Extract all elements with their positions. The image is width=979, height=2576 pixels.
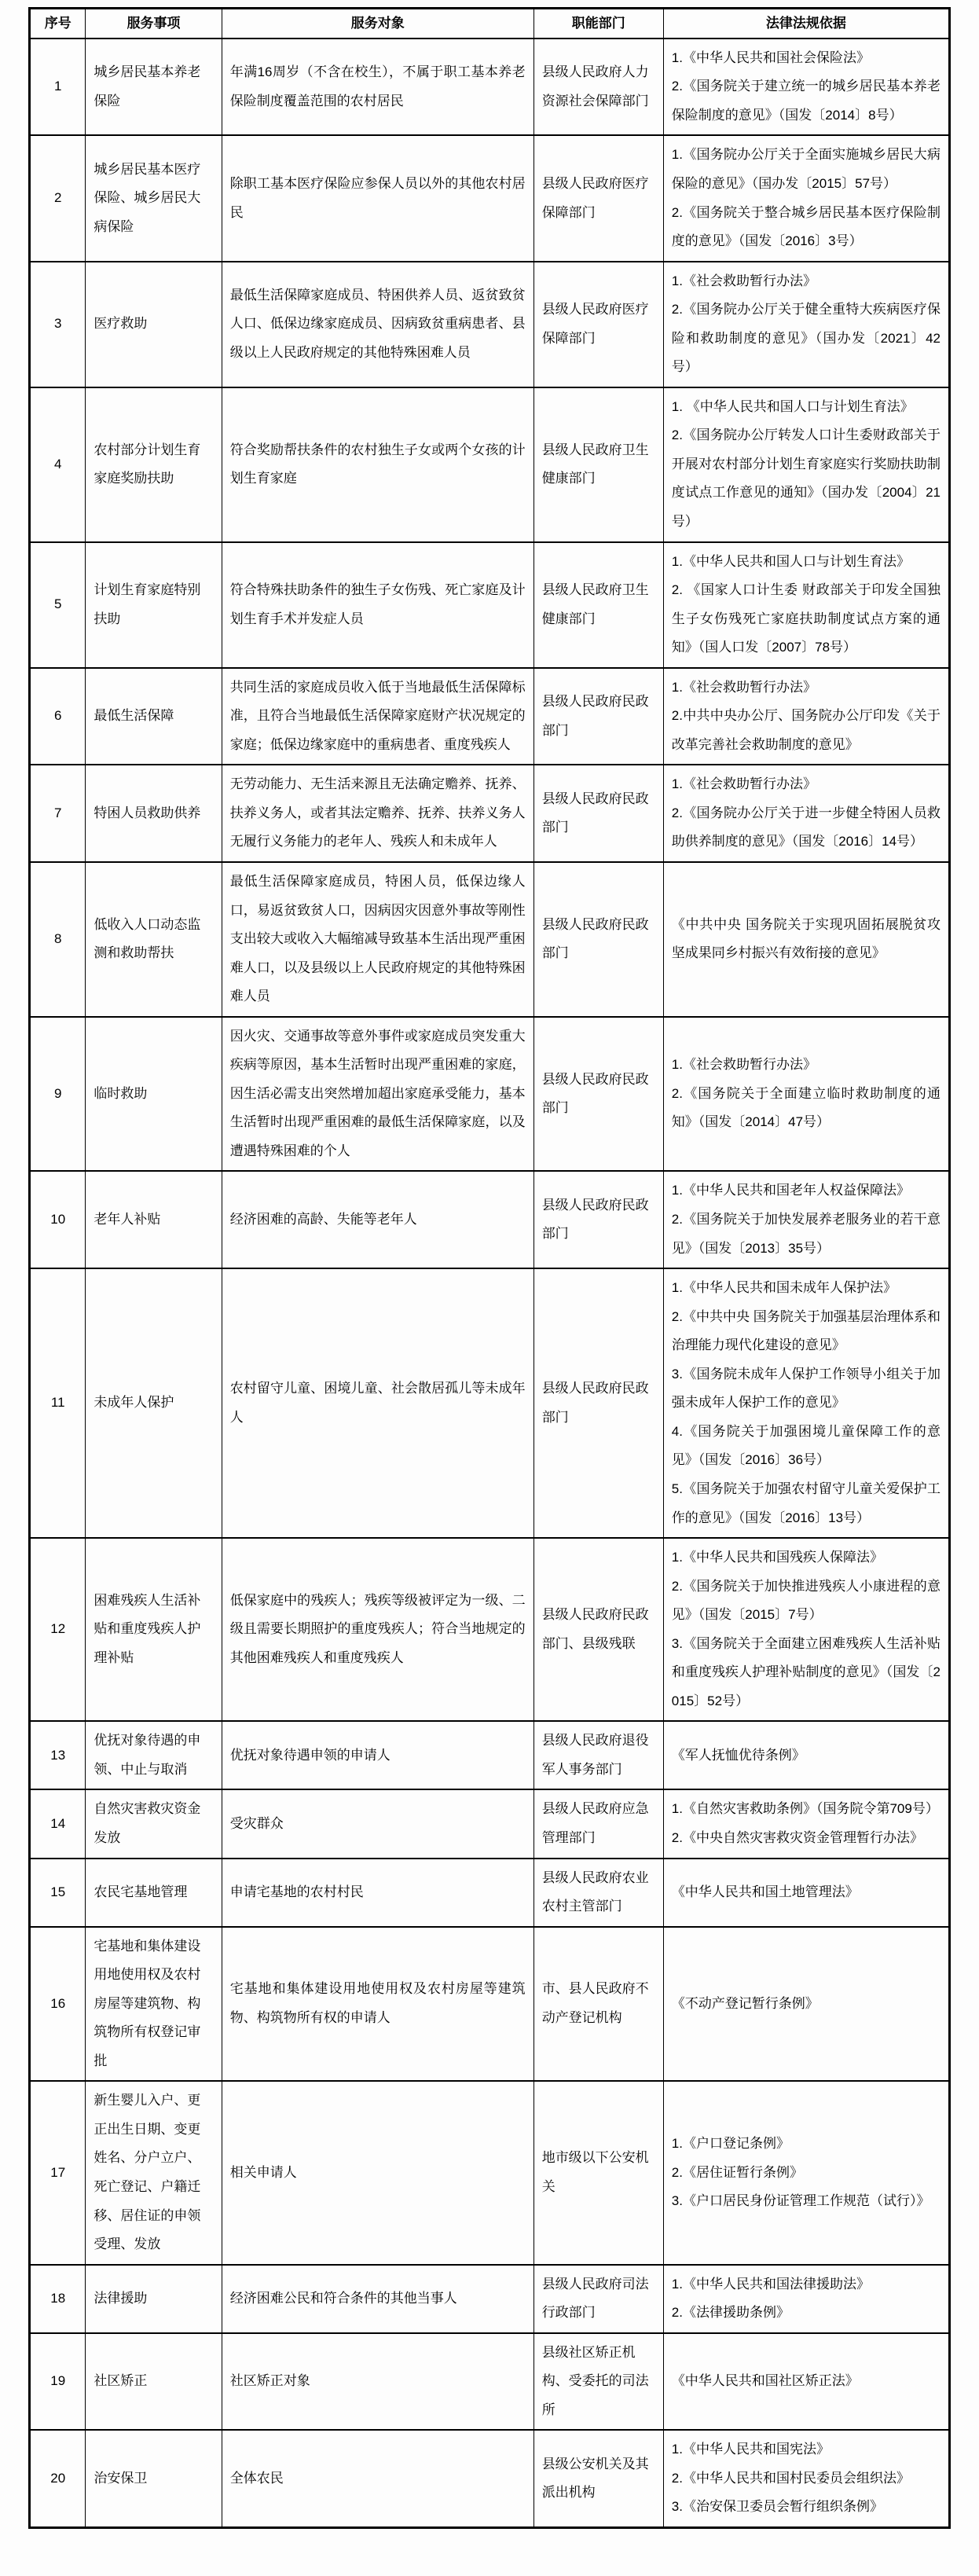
- table-row: [30, 1789, 950, 1858]
- service-target-cell: 优抚对象待遇申领的申请人: [222, 1721, 534, 1789]
- legal-basis-cell: [663, 1171, 949, 1268]
- service-item-cell: 农村部分计划生育家庭奖励扶助: [86, 387, 222, 542]
- legal-item: 1.《社会救助暂行办法》: [671, 1057, 816, 1073]
- row-index-cell: 10: [30, 1171, 86, 1268]
- table-row: [30, 862, 950, 1017]
- col-header-service: 服务事项: [86, 9, 222, 39]
- service-item-cell: 困难残疾人生活补贴和重度残疾人护理补贴: [86, 1538, 222, 1721]
- legal-item: 《不动产登记暂行条例》: [671, 1995, 819, 2011]
- service-target-cell: 符合奖励帮扶条件的农村独生子女或两个女孩的计划生育家庭: [222, 387, 534, 542]
- service-target-cell: 相关申请人: [222, 2081, 534, 2264]
- table-row: [30, 765, 950, 862]
- legal-item: 1.《户口登记条例》: [671, 2136, 790, 2152]
- department-cell: 县级人民政府退役军人事务部门: [534, 1721, 663, 1789]
- service-target-cell: 年满16周岁（不含在校生），不属于职工基本养老保险制度覆盖范围的农村居民: [222, 39, 534, 136]
- legal-item: 2.《中央自然灾害救灾资金管理暂行办法》: [671, 1829, 923, 1845]
- legal-basis-cell: [663, 1538, 949, 1721]
- legal-item: 《中华人民共和国社区矫正法》: [671, 2373, 859, 2389]
- legal-basis-cell: [663, 135, 949, 261]
- department-cell: 县级人民政府民政部门: [534, 1017, 663, 1172]
- service-target-cell: 社区矫正对象: [222, 2333, 534, 2431]
- department-cell: 县级人民政府应急管理部门: [534, 1789, 663, 1858]
- row-index-cell: 5: [30, 542, 86, 668]
- service-target-cell: 共同生活的家庭成员收入低于当地最低生活保障标准，且符合当地最低生活保障家庭财产状况规定的家庭；低保边缘家庭中的重病患者、重度残疾人: [222, 668, 534, 765]
- table-row: [30, 1538, 950, 1721]
- row-index-cell: 8: [30, 862, 86, 1017]
- legal-basis-cell: [663, 2430, 949, 2527]
- legal-basis-cell: [663, 862, 949, 1017]
- table-row: [30, 1721, 950, 1789]
- table-row: [30, 1927, 950, 2082]
- legal-item: 2.《中华人民共和国村民委员会组织法》: [671, 2470, 910, 2486]
- table-row: [30, 2430, 950, 2527]
- service-item-cell: 城乡居民基本医疗保险、城乡居民大病保险: [86, 135, 222, 261]
- service-item-cell: 法律援助: [86, 2265, 222, 2333]
- row-index-cell: 17: [30, 2081, 86, 2264]
- legal-item: 5.《国务院关于加强农村留守儿童关爱保护工作的意见》（国发〔2016〕13号）: [671, 1481, 940, 1525]
- row-index-cell: 1: [30, 39, 86, 136]
- legal-item: 2. 《国家人口计生委 财政部关于印发全国独生子女伤残死亡家庭扶助制度试点方案的通知》（国人口发〔2007〕78号）: [671, 582, 940, 655]
- legal-item: 3.《治安保卫委员会暂行组织条例》: [671, 2499, 883, 2515]
- legal-item: 2.中共中央办公厅、国务院办公厅印发《关于改革完善社会救助制度的意见》: [671, 708, 940, 752]
- department-cell: 县级人民政府民政部门: [534, 1268, 663, 1538]
- legal-item: 2.《法律援助条例》: [671, 2305, 790, 2321]
- table-row: [30, 1017, 950, 1172]
- service-target-cell: 经济困难公民和符合条件的其他当事人: [222, 2265, 534, 2333]
- row-index-cell: 9: [30, 1017, 86, 1172]
- service-target-cell: 宅基地和集体建设用地使用权及农村房屋等建筑物、构筑物所有权的申请人: [222, 1927, 534, 2082]
- legal-item: 2.《国务院关于全面建立临时救助制度的通知》（国发〔2014〕47号）: [671, 1085, 940, 1130]
- department-cell: 县级公安机关及其派出机构: [534, 2430, 663, 2527]
- row-index-cell: 6: [30, 668, 86, 765]
- row-index-cell: 11: [30, 1268, 86, 1538]
- legal-item: 3.《国务院未成年人保护工作领导小组关于加强未成年人保护工作的意见》: [671, 1366, 940, 1411]
- legal-basis-cell: [663, 387, 949, 542]
- service-target-cell: 经济困难的高龄、失能等老年人: [222, 1171, 534, 1268]
- row-index-cell: 4: [30, 387, 86, 542]
- table-body: [30, 39, 950, 2528]
- legal-basis-cell: [663, 262, 949, 387]
- service-item-cell: 农民宅基地管理: [86, 1859, 222, 1927]
- department-cell: 市、县人民政府不动产登记机构: [534, 1927, 663, 2082]
- legal-item: 3.《户口居民身份证管理工作规范（试行）》: [671, 2193, 930, 2209]
- table-row: [30, 2333, 950, 2431]
- service-target-cell: 因火灾、交通事故等意外事件或家庭成员突发重大疾病等原因，基本生活暂时出现严重困难的家庭，因生活必需支出突然增加超出家庭承受能力，基本生活暂时出现严重困难的最低生活保障家庭，以及遭遇特殊困难的个人: [222, 1017, 534, 1172]
- service-item-cell: 低收入人口动态监测和救助帮扶: [86, 862, 222, 1017]
- legal-basis-cell: [663, 2081, 949, 2264]
- legal-basis-cell: [663, 1268, 949, 1538]
- department-cell: 县级人民政府民政部门、县级残联: [534, 1538, 663, 1721]
- service-item-cell: 城乡居民基本养老保险: [86, 39, 222, 136]
- service-item-cell: 特困人员救助供养: [86, 765, 222, 862]
- legal-basis-cell: [663, 2333, 949, 2431]
- legal-item: 3.《国务院关于全面建立困难残疾人生活补贴和重度残疾人护理补贴制度的意见》（国发〔2015〕52号）: [671, 1635, 940, 1708]
- table-row: [30, 1859, 950, 1927]
- legal-item: 1.《自然灾害救助条例》（国务院令第709号）: [671, 1801, 939, 1817]
- table-header-row: [30, 9, 950, 39]
- legal-item: 《中共中央 国务院关于实现巩固拓展脱贫攻坚成果同乡村振兴有效衔接的意见》: [671, 916, 940, 961]
- department-cell: 地市级以下公安机关: [534, 2081, 663, 2264]
- service-target-cell: 申请宅基地的农村村民: [222, 1859, 534, 1927]
- table-row: [30, 2265, 950, 2333]
- row-index-cell: 14: [30, 1789, 86, 1858]
- department-cell: 县级社区矫正机构、受委托的司法所: [534, 2333, 663, 2431]
- department-cell: 县级人民政府民政部门: [534, 668, 663, 765]
- row-index-cell: 19: [30, 2333, 86, 2431]
- legal-item: 2.《国务院关于加快发展养老服务业的若干意见》（国发〔2013〕35号）: [671, 1212, 940, 1256]
- legal-item: 1.《社会救助暂行办法》: [671, 776, 816, 792]
- legal-item: 2.《国务院关于建立统一的城乡居民基本养老保险制度的意见》（国发〔2014〕8号）: [671, 79, 940, 123]
- service-item-cell: 宅基地和集体建设用地使用权及农村房屋等建筑物、构筑物所有权登记审批: [86, 1927, 222, 2082]
- department-cell: 县级人民政府卫生健康部门: [534, 387, 663, 542]
- legal-item: 《军人抚恤优待条例》: [671, 1747, 805, 1763]
- table-row: [30, 135, 950, 261]
- service-item-cell: 临时救助: [86, 1017, 222, 1172]
- service-target-cell: 最低生活保障家庭成员、特困供养人员、返贫致贫人口、低保边缘家庭成员、因病致贫重病患者、县级以上人民政府规定的其他特殊困难人员: [222, 262, 534, 387]
- legal-item: 1.《中华人民共和国未成年人保护法》: [671, 1280, 896, 1296]
- col-header-legal: 法律法规依据: [663, 9, 949, 39]
- department-cell: 县级人民政府民政部门: [534, 765, 663, 862]
- legal-basis-cell: [663, 542, 949, 668]
- department-cell: 县级人民政府人力资源社会保障部门: [534, 39, 663, 136]
- legal-item: 1.《中华人民共和国社会保险法》: [671, 50, 870, 65]
- legal-item: 2.《国务院办公厅关于健全重特大疾病医疗保险和救助制度的意见》（国办发〔2021〕42号）: [671, 302, 940, 375]
- legal-basis-cell: [663, 765, 949, 862]
- col-header-target: 服务对象: [222, 9, 534, 39]
- row-index-cell: 3: [30, 262, 86, 387]
- legal-item: 1.《中华人民共和国残疾人保障法》: [671, 1550, 883, 1565]
- legal-item: 1. 《中华人民共和国人口与计划生育法》: [671, 398, 914, 414]
- service-item-cell: 老年人补贴: [86, 1171, 222, 1268]
- row-index-cell: 15: [30, 1859, 86, 1927]
- legal-item: 1.《社会救助暂行办法》: [671, 679, 816, 695]
- department-cell: 县级人民政府民政部门: [534, 1171, 663, 1268]
- col-header-department: 职能部门: [534, 9, 663, 39]
- legal-basis-cell: [663, 1721, 949, 1789]
- legal-item: 1.《中华人民共和国宪法》: [671, 2442, 830, 2457]
- service-target-cell: 全体农民: [222, 2430, 534, 2527]
- row-index-cell: 12: [30, 1538, 86, 1721]
- legal-item: 《中华人民共和国土地管理法》: [671, 1884, 859, 1899]
- service-target-cell: 低保家庭中的残疾人；残疾等级被评定为一级、二级且需要长期照护的重度残疾人；符合当地规定的其他困难残疾人和重度残疾人: [222, 1538, 534, 1721]
- service-item-cell: 新生婴儿入户、更正出生日期、变更姓名、分户立户、死亡登记、户籍迁移、居住证的申领受理、发放: [86, 2081, 222, 2264]
- service-target-cell: 农村留守儿童、困境儿童、社会散居孤儿等未成年人: [222, 1268, 534, 1538]
- legal-item: 1.《社会救助暂行办法》: [671, 273, 816, 288]
- table-row: [30, 1268, 950, 1538]
- legal-basis-cell: [663, 2265, 949, 2333]
- service-item-cell: 自然灾害救灾资金发放: [86, 1789, 222, 1858]
- table-row: [30, 1171, 950, 1268]
- service-target-cell: 除职工基本医疗保险应参保人员以外的其他农村居民: [222, 135, 534, 261]
- row-index-cell: 20: [30, 2430, 86, 2527]
- service-target-cell: 最低生活保障家庭成员，特困人员，低保边缘人口，易返贫致贫人口，因病因灾因意外事故等刚性支出较大或收入大幅缩减导致基本生活出现严重困难人口，以及县级以上人民政府规定的其他特殊困难人员: [222, 862, 534, 1017]
- service-target-cell: 受灾群众: [222, 1789, 534, 1858]
- department-cell: 县级人民政府卫生健康部门: [534, 542, 663, 668]
- row-index-cell: 7: [30, 765, 86, 862]
- row-index-cell: 2: [30, 135, 86, 261]
- legal-item: 2.《国务院关于加快推进残疾人小康进程的意见》（国发〔2015〕7号）: [671, 1578, 940, 1623]
- service-item-cell: 医疗救助: [86, 262, 222, 387]
- service-item-cell: 计划生育家庭特别扶助: [86, 542, 222, 668]
- row-index-cell: 13: [30, 1721, 86, 1789]
- legal-item: 1.《中华人民共和国老年人权益保障法》: [671, 1183, 910, 1198]
- table-row: [30, 39, 950, 136]
- service-item-cell: 未成年人保护: [86, 1268, 222, 1538]
- department-cell: 县级人民政府医疗保障部门: [534, 262, 663, 387]
- legal-item: 4.《国务院关于加强困境儿童保障工作的意见》（国发〔2016〕36号）: [671, 1423, 940, 1468]
- service-item-cell: 治安保卫: [86, 2430, 222, 2527]
- service-item-cell: 最低生活保障: [86, 668, 222, 765]
- row-index-cell: 18: [30, 2265, 86, 2333]
- service-target-cell: 符合特殊扶助条件的独生子女伤残、死亡家庭及计划生育手术并发症人员: [222, 542, 534, 668]
- service-item-cell: 优抚对象待遇的申领、中止与取消: [86, 1721, 222, 1789]
- table-row: [30, 2081, 950, 2264]
- col-header-index: 序号: [30, 9, 86, 39]
- legal-item: 1.《中华人民共和国法律援助法》: [671, 2276, 870, 2292]
- legal-basis-cell: [663, 39, 949, 136]
- legal-item: 2.《国务院关于整合城乡居民基本医疗保险制度的意见》（国发〔2016〕3号）: [671, 204, 940, 249]
- department-cell: 县级人民政府农业农村主管部门: [534, 1859, 663, 1927]
- table-row: [30, 668, 950, 765]
- department-cell: 县级人民政府民政部门: [534, 862, 663, 1017]
- legal-basis-cell: [663, 1789, 949, 1858]
- legal-item: 2.《中共中央 国务院关于加强基层治理体系和治理能力现代化建设的意见》: [671, 1308, 940, 1353]
- legal-item: 1.《中华人民共和国人口与计划生育法》: [671, 553, 910, 569]
- row-index-cell: 16: [30, 1927, 86, 2082]
- department-cell: 县级人民政府医疗保障部门: [534, 135, 663, 261]
- legal-basis-cell: [663, 1017, 949, 1172]
- service-item-cell: 社区矫正: [86, 2333, 222, 2431]
- legal-item: 1.《国务院办公厅关于全面实施城乡居民大病保险的意见》（国办发〔2015〕57号）: [671, 147, 940, 191]
- service-target-cell: 无劳动能力、无生活来源且无法确定赡养、抚养、扶养义务人，或者其法定赡养、抚养、扶养义务人无履行义务能力的老年人、残疾人和未成年人: [222, 765, 534, 862]
- department-cell: 县级人民政府司法行政部门: [534, 2265, 663, 2333]
- table-row: [30, 387, 950, 542]
- legal-basis-cell: [663, 668, 949, 765]
- legal-item: 2.《居住证暂行条例》: [671, 2164, 803, 2180]
- services-table: [28, 7, 951, 2529]
- table-row: [30, 262, 950, 387]
- legal-basis-cell: [663, 1859, 949, 1927]
- legal-item: 2.《国务院办公厅转发人口计生委财政部关于开展对农村部分计划生育家庭实行奖励扶助制度试点工作意见的通知》（国办发〔2004〕21号）: [671, 427, 940, 529]
- legal-basis-cell: [663, 1927, 949, 2082]
- legal-item: 2.《国务院办公厅关于进一步健全特困人员救助供养制度的意见》（国发〔2016〕14号）: [671, 805, 940, 849]
- table-row: [30, 542, 950, 668]
